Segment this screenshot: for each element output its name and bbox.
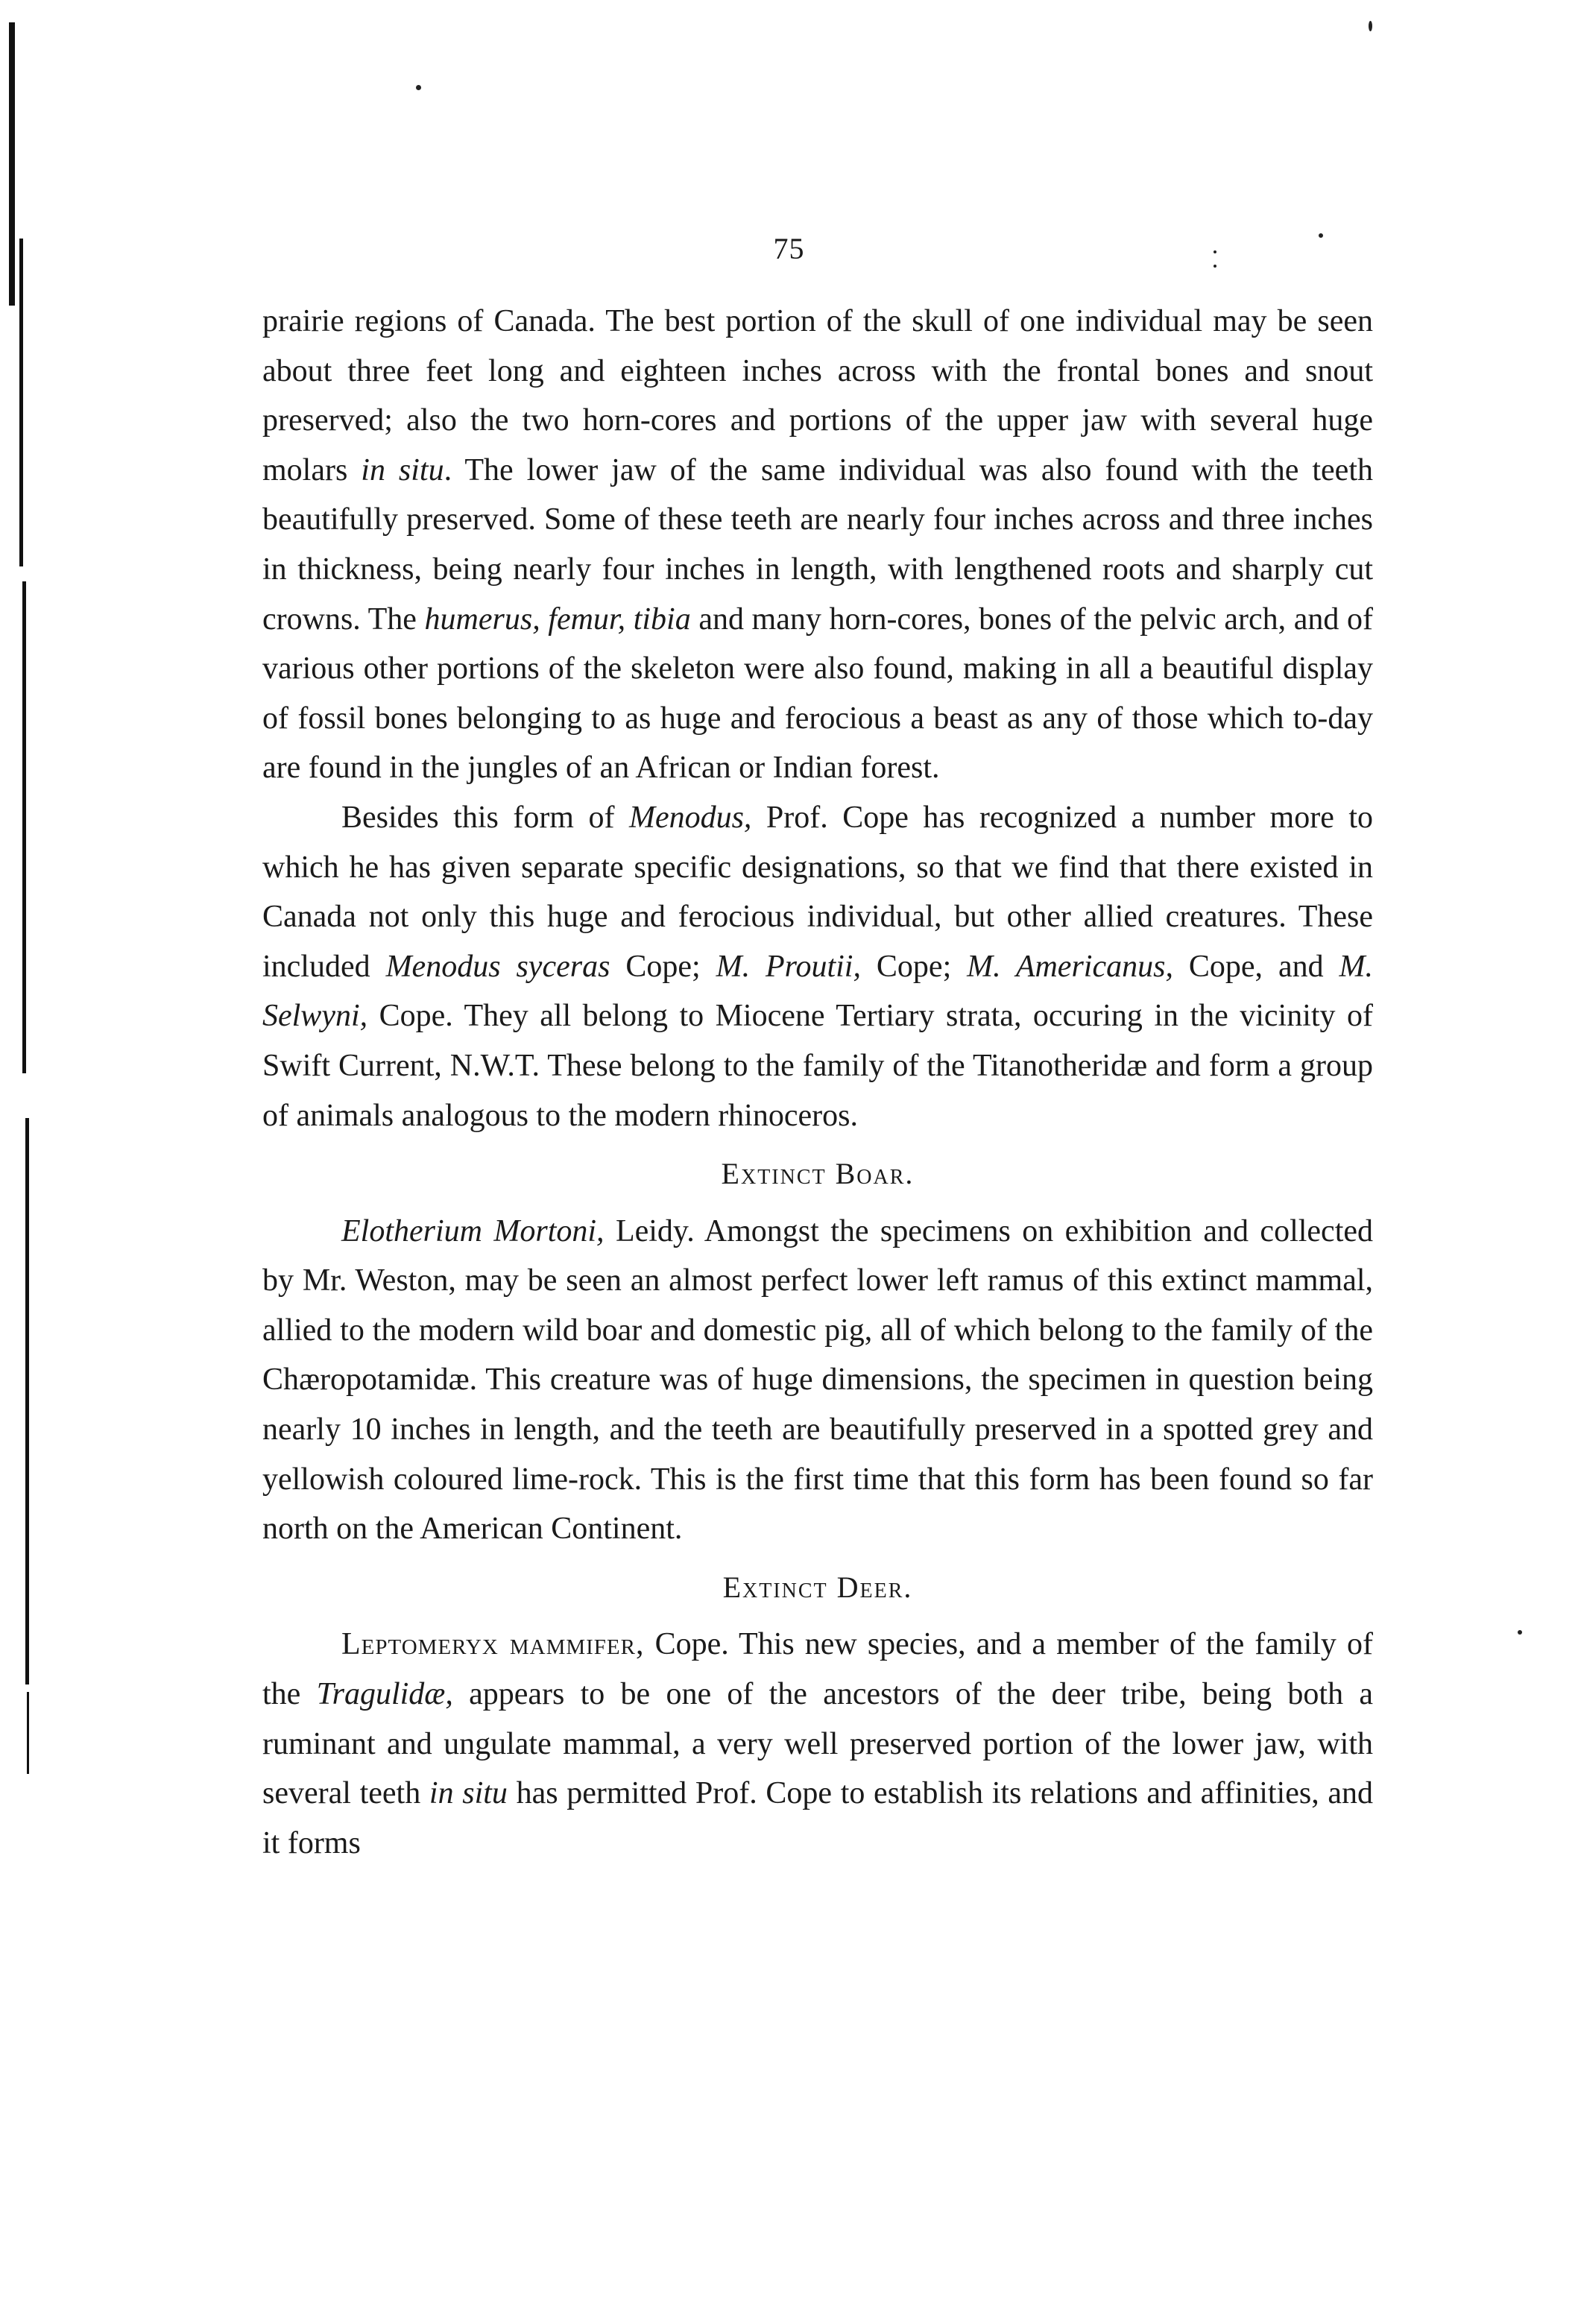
- text-run: Cope, and: [1173, 949, 1339, 984]
- italic-term: M. Proutii,: [716, 949, 861, 984]
- text-run: Cope;: [610, 949, 716, 984]
- italic-term: M. Selwyni,: [262, 949, 1374, 1034]
- italic-term: Menodus,: [628, 800, 752, 835]
- page-number: 75: [773, 232, 805, 265]
- text-run: Cope. This new species, and a member of the family of the: [262, 1627, 1373, 1712]
- text-run: prairie regions of Canada. The best portion of the skull of one individual may be seen about three feet long and eighteen inches across with the frontal bones and snout preserved; also the two horn-cores and portions of the upper jaw with several huge molars: [262, 304, 1373, 487]
- italic-term: Menodus syceras: [385, 949, 610, 984]
- text-run: has permitted Prof. Cope to establish its relations and affinities, and it forms: [262, 1776, 1374, 1860]
- body-text: [262, 297, 1373, 1868]
- text-run: appears to be one of the ancestors of the deer tribe, being both a ruminant and ungulate mammal, a very well preserved portion of the lower jaw, with several teeth: [262, 1677, 1373, 1811]
- italic-term: M. Americanus,: [967, 949, 1173, 984]
- scan-speck: [416, 85, 421, 90]
- body-paragraph: [262, 793, 1373, 1140]
- body-paragraph: [262, 1620, 1373, 1868]
- italic-term: in situ: [429, 1776, 508, 1811]
- italic-term: humerus, femur, tibia: [424, 601, 691, 637]
- body-paragraph: [262, 297, 1373, 793]
- italic-term: Elotherium Mortoni,: [341, 1213, 605, 1248]
- text-run: Leidy. Amongst the specimens on exhibition and collected by Mr. Weston, may be seen an almost perfect lower left ramus of this extinct mammal, allied to the modern wild boar and domestic pig, all of which belong to the family of the Chæropotamidæ. This creature was of huge dimensions, the specimen in question being nearly 10 inches in length, and the teeth are beautifully preserved in a spotted grey and yellowish coloured lime-rock. This is the first time that this form has been found so far north on the American Continent.: [262, 1213, 1374, 1547]
- italic-term: in situ: [361, 452, 444, 487]
- text-run: Besides this form of: [341, 800, 629, 835]
- text-run: Prof. Cope has recognized a number more to which he has given separate specific designations, so that we find that there existed in Canada not only this huge and ferocious individual, but other allied creatures. These included: [262, 800, 1373, 984]
- section-heading: Extinct Boar.: [721, 1157, 915, 1191]
- text-run: Cope. They all belong to Miocene Tertiary strata, occuring in the vicinity of Swift Current, N.W.T. These belong to the family of the Titanotheridæ and form a group of animals analogous to the modern rhinoceros.: [262, 999, 1373, 1133]
- scan-speck: [1518, 1630, 1522, 1635]
- binding-edge-line: [19, 239, 23, 566]
- text-run: and many horn-cores, bones of the pelvic arch, and of various other portions of the skeleton were also found, making in all a beautiful display of fossil bones belonging to as huge and ferocious a beast as any of those which to-day are found in the jungles of an African or Indian forest.: [262, 601, 1373, 786]
- binding-edge-line: [27, 1692, 29, 1774]
- scan-speck: [1369, 21, 1372, 31]
- italic-term: Tragulidæ,: [316, 1677, 453, 1712]
- text-run: Cope;: [860, 949, 968, 984]
- small-caps-term: Leptomeryx mammifer,: [341, 1627, 645, 1662]
- text-run: . The lower jaw of the same individual was also found with the teeth beautifully preserved. Some of these teeth are nearly four inches across and three inches in thickness, being nearly four inches in length, with lengthened roots and sharply cut crowns. The: [262, 452, 1373, 637]
- binding-edge-line: [25, 1118, 29, 1684]
- body-paragraph: [262, 1207, 1373, 1554]
- binding-edge-line: [22, 581, 26, 1073]
- section-heading: Extinct Deer.: [722, 1570, 913, 1604]
